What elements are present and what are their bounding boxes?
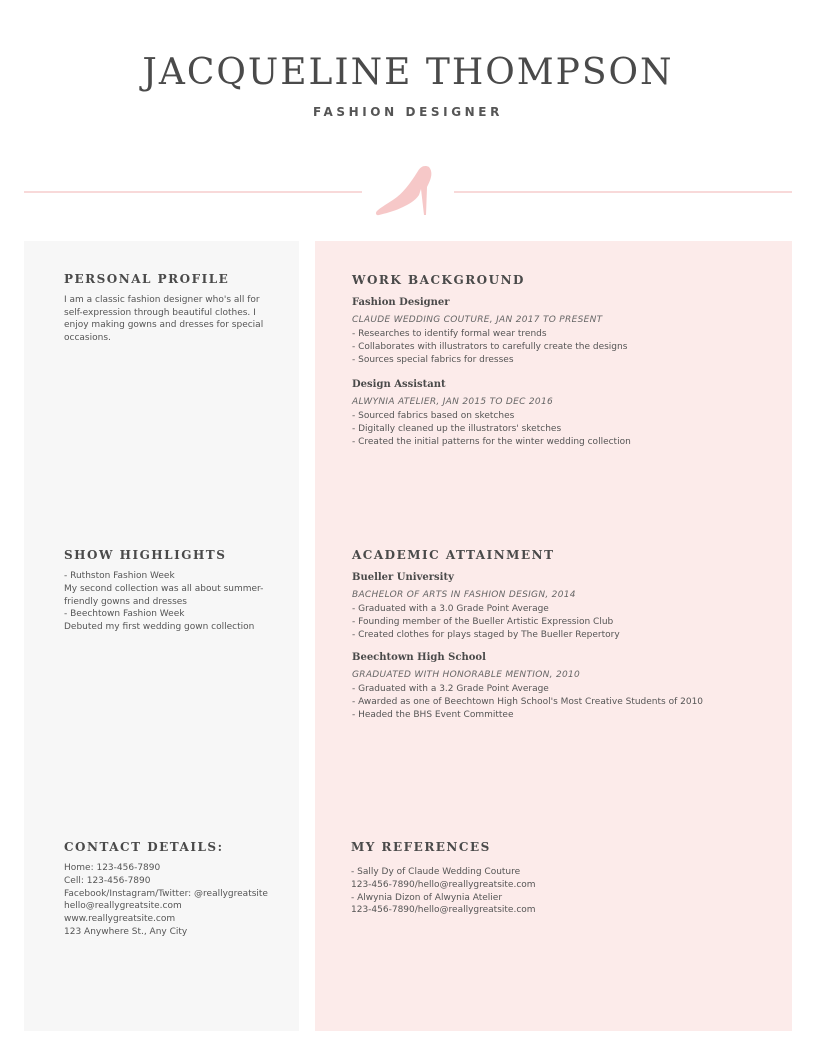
contact-line: www.reallygreatsite.com	[64, 914, 176, 925]
job-entry	[352, 297, 772, 367]
reference-line: - Alwynia Dizon of Alwynia Atelier	[351, 892, 503, 903]
reference-line: 123-456-7890/hello@reallygreatsite.com	[351, 905, 536, 916]
school-bullet: - Founding member of the Bueller Artistic Expression Club	[352, 616, 614, 627]
job-bullet: - Collaborates with illustrators to carefully create the designs	[352, 341, 628, 352]
school-title: Beechtown High School	[352, 651, 486, 663]
school-bullet: - Graduated with a 3.0 Grade Point Average	[352, 604, 549, 614]
highlight-line: Debuted my first wedding gown collection	[64, 622, 255, 633]
work-background-section	[352, 273, 772, 448]
highlight-line: friendly gowns and dresses	[64, 596, 187, 607]
show-highlights-heading: SHOW HIGHLIGHTS	[64, 548, 227, 562]
highlight-line: - Ruthston Fashion Week	[64, 571, 175, 581]
reference-line: - Sally Dy of Claude Wedding Couture	[351, 867, 521, 877]
school-subtitle: BACHELOR OF ARTS IN FASHION DESIGN, 2014	[352, 590, 576, 600]
school-bullet: - Graduated with a 3.2 Grade Point Average	[352, 683, 549, 694]
job-subtitle: CLAUDE WEDDING COUTURE, JAN 2017 TO PRESENT	[352, 315, 603, 325]
school-bullet: - Awarded as one of Beechtown High School's Most Creative Students of 2010	[352, 696, 704, 707]
contact-section	[64, 840, 284, 939]
job-bullet: - Sourced fabrics based on sketches	[352, 410, 515, 421]
personal-profile-heading: PERSONAL PROFILE	[64, 272, 230, 286]
school-bullet: - Headed the BHS Event Committee	[352, 709, 514, 720]
highlight-line: - Beechtown Fashion Week	[64, 609, 185, 620]
personal-profile-section	[64, 272, 264, 344]
personal-profile-text: I am a classic fashion designer who's all for self-expression through beautiful clothes. I enjoy making gowns and dresses for special occasions.	[64, 295, 264, 343]
work-background-heading: WORK BACKGROUND	[352, 273, 525, 287]
contact-lines	[64, 862, 284, 939]
reference-line: 123-456-7890/hello@reallygreatsite.com	[351, 879, 536, 890]
school-title: Bueller University	[352, 572, 454, 583]
job-bullet: - Digitally cleaned up the illustrators' sketches	[352, 423, 562, 434]
job-bullet: - Researches to identify formal wear trends	[352, 329, 547, 339]
contact-line: Home: 123-456-7890	[64, 863, 161, 873]
divider-left	[24, 191, 362, 193]
references-heading: MY REFERENCES	[351, 840, 491, 854]
academic-section	[352, 548, 772, 721]
show-highlights-section	[64, 548, 274, 634]
divider-right	[454, 191, 792, 193]
job-title: Design Assistant	[352, 378, 446, 390]
job-subtitle: ALWYNIA ATELIER, JAN 2015 TO DEC 2016	[352, 396, 554, 407]
school-entry	[352, 572, 772, 642]
job-entry	[352, 379, 772, 449]
contact-line: Cell: 123-456-7890	[64, 875, 151, 886]
resume-title: FASHION DESIGNER	[313, 105, 503, 119]
job-bullets	[352, 410, 772, 449]
resume-name: JACQUELINE THOMPSON	[142, 52, 674, 93]
job-bullet: - Created the initial patterns for the winter wedding collection	[352, 436, 631, 447]
contact-line: Facebook/Instagram/Twitter: @reallygreatsite	[64, 888, 268, 899]
school-bullet: - Created clothes for plays staged by The Bueller Repertory	[352, 629, 620, 640]
high-heel-icon	[375, 165, 441, 219]
school-bullets	[352, 603, 772, 642]
contact-line: 123 Anywhere St., Any City	[64, 926, 188, 937]
job-bullet: - Sources special fabrics for dresses	[352, 354, 514, 365]
references-section	[351, 840, 771, 917]
school-bullets	[352, 683, 772, 722]
job-bullets	[352, 328, 772, 367]
academic-heading: ACADEMIC ATTAINMENT	[352, 548, 555, 562]
show-highlights-lines	[64, 570, 274, 634]
school-subtitle: GRADUATED WITH HONORABLE MENTION, 2010	[352, 669, 581, 680]
contact-line: hello@reallygreatsite.com	[64, 901, 182, 912]
references-lines	[351, 866, 771, 917]
school-entry	[352, 652, 772, 722]
job-title: Fashion Designer	[352, 297, 450, 308]
highlight-line: My second collection was all about summer-	[64, 583, 264, 594]
contact-heading: CONTACT DETAILS:	[64, 840, 224, 854]
